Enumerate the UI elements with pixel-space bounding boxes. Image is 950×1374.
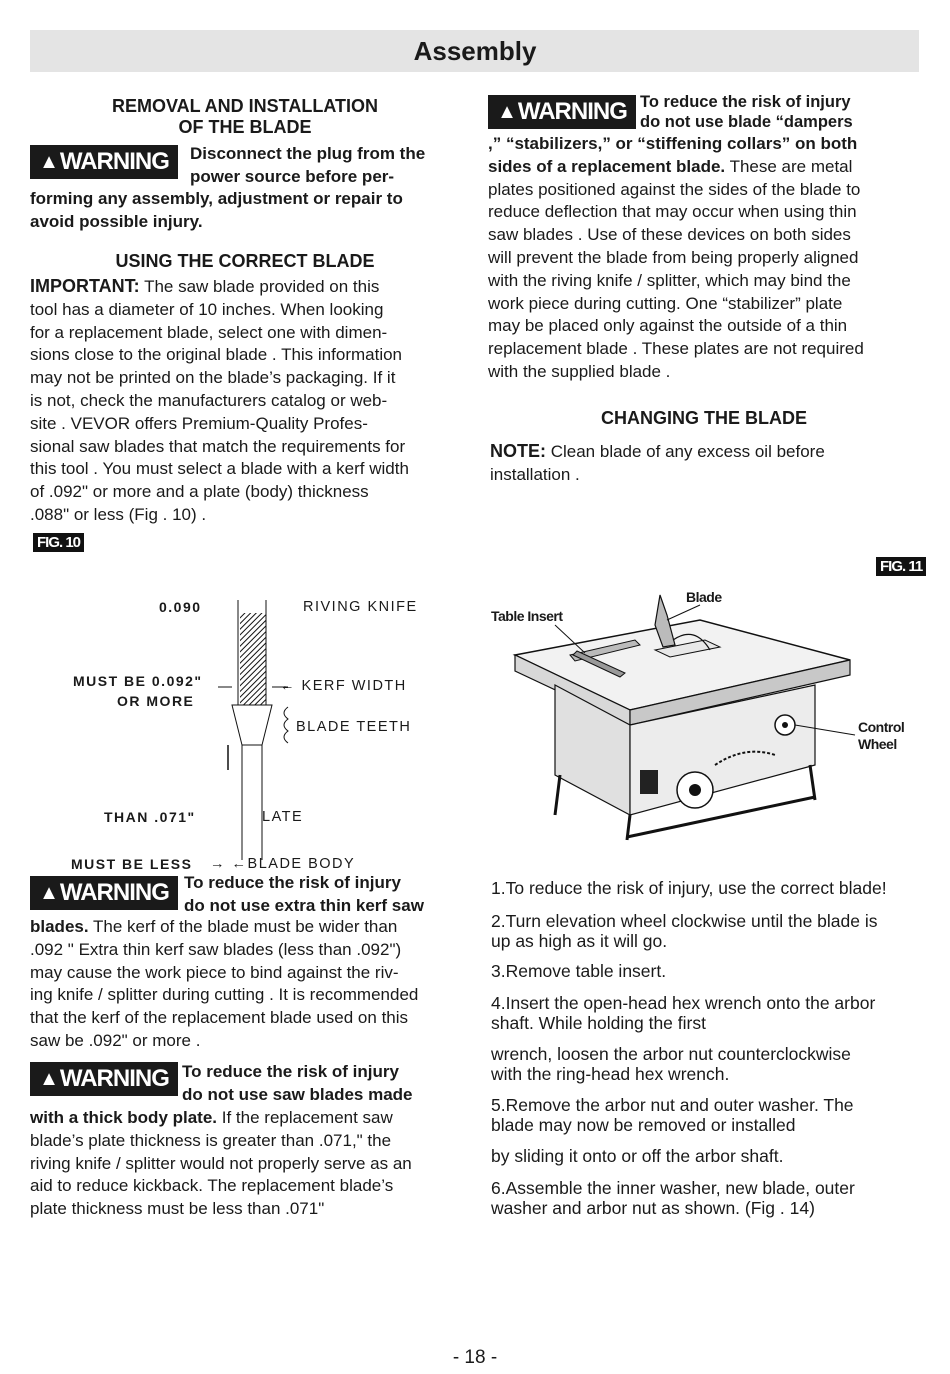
- warning-badge: ▲ WARNING: [30, 876, 178, 910]
- step-5: 5.Remove the arbor nut and outer washer. The blade may now be removed or installed: [491, 1095, 854, 1135]
- page-number: - 18 -: [452, 1347, 498, 1368]
- must-be-label-1: MUST BE 0.092": [73, 673, 203, 689]
- warning-2-continued: blades. The kerf of the blade must be wider than .092 " Extra thin kerf saw blades (less than .092") may cause the work piece to bind against the riv- ing knife / splitter during cutting . It is recommended that the kerf of the replacement blade used on this saw be .092" or more .: [30, 917, 419, 1050]
- than-label: THAN .071": [104, 809, 196, 825]
- table-insert-callout: Table Insert: [491, 608, 563, 624]
- step-5-continued: by sliding it onto or off the arbor shaft.: [491, 1146, 784, 1166]
- step-4-continued: wrench, loosen the arbor nut counterclockwise with the ring-head hex wrench.: [491, 1044, 851, 1084]
- warning-badge: ▲ WARNING: [488, 95, 636, 129]
- page-title: Assembly: [413, 36, 537, 66]
- warning-triangle-icon: ▲: [39, 881, 58, 904]
- warning-triangle-icon: ▲: [39, 1067, 58, 1090]
- blade-body-label: → ←BLADE BODY: [210, 856, 356, 872]
- plate-label: LATE: [262, 809, 304, 825]
- step-3: 3.Remove table insert.: [491, 961, 667, 981]
- note-paragraph: NOTE: Clean blade of any excess oil before installation .: [490, 441, 825, 484]
- warning-2-text: To reduce the risk of injury do not use extra thin kerf saw: [184, 873, 424, 915]
- warning-badge: ▲ WARNING: [30, 145, 178, 179]
- warning-3-continued: with a thick body plate. If the replacement saw blade’s plate thickness is greater than .071," the riving knife / splitter would not properly serve as an aid to reduce kickback. The replacement blade’s plate thickness must be less than .071": [30, 1108, 412, 1219]
- correct-blade-heading: USING THE CORRECT BLADE: [115, 251, 375, 271]
- warning-triangle-icon: ▲: [497, 100, 516, 123]
- changing-blade-heading: CHANGING THE BLADE: [601, 408, 807, 428]
- fig-11-label: FIG. 11: [876, 557, 926, 576]
- riving-knife-label: RIVING KNIFE: [303, 599, 418, 615]
- removal-heading: REMOVAL AND INSTALLATION OF THE BLADE: [112, 96, 378, 137]
- warning-3-text: To reduce the risk of injury do not use saw blades made: [182, 1062, 413, 1104]
- fig-10-label: FIG. 10: [33, 533, 84, 552]
- important-paragraph: IMPORTANT: The saw blade provided on this tool has a diameter of 10 inches. When looking for a replacement blade, select one with dimen- sions close to the original blade . This information may not be printed on the blade’s packaging. If it is not, check the manufacturers catalog or web- site . VEVOR offers Premium-Quality Profes- sional saw blades that match the requirements for this tool . You must select a blade with a kerf width of .092" or more and a plate (body) thickness .088" or less (Fig . 10) .: [30, 276, 409, 524]
- step-1: 1.To reduce the risk of injury, use the correct blade!: [491, 878, 887, 898]
- step-4: 4.Insert the open-head hex wrench onto the arbor shaft. While holding the first: [491, 993, 876, 1033]
- kerf-width-label: ← KERF WIDTH: [280, 678, 407, 694]
- warning-badge: ▲ WARNING: [30, 1062, 178, 1096]
- blade-cross-section-diagram: [200, 595, 290, 870]
- step-2: 2.Turn elevation wheel clockwise until the blade is up as high as it will go.: [491, 911, 878, 951]
- warning-1-continued: forming any assembly, adjustment or repair to avoid possible injury.: [30, 189, 403, 231]
- warning-4-text: To reduce the risk of injury do not use blade “dampers: [640, 93, 853, 131]
- control-wheel-callout: Control Wheel: [858, 719, 905, 752]
- warning-4-continued: ,” “stabilizers,” or “stiffening collars” on both sides of a replacement blade. These are metal plates positioned against the sides of the blade to reduce deflection that may occur when using thin saw blades . Use of these devices on both sides will prevent the blade from being properly aligned with the riving knife / splitter, which may bind the work piece during cutting. One “stabilizer” plate may be placed only against the outside of a thin replacement blade . These plates are not required with the supplied blade .: [488, 134, 864, 381]
- must-be-less-label: MUST BE LESS: [71, 856, 193, 872]
- step-6: 6.Assemble the inner washer, new blade, outer washer and arbor nut as shown. (Fig . 14): [491, 1178, 855, 1218]
- table-saw-illustration: [495, 585, 915, 845]
- warning-1-text: Disconnect the plug from the power source before per-: [190, 144, 426, 186]
- must-be-label-2: OR MORE: [117, 693, 195, 709]
- warning-triangle-icon: ▲: [39, 150, 58, 173]
- blade-callout: Blade: [686, 589, 722, 605]
- dim-0090: 0.090: [159, 599, 202, 615]
- blade-teeth-label: BLADE TEETH: [296, 719, 412, 735]
